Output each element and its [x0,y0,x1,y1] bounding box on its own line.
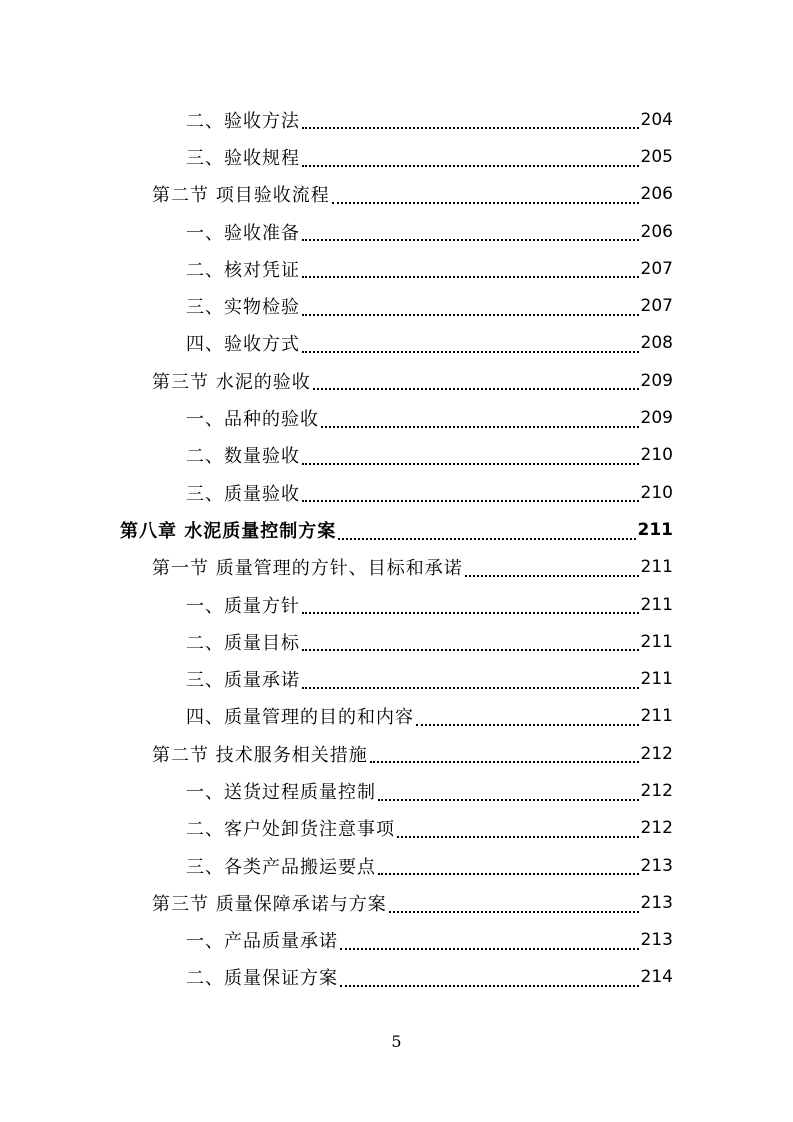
page-number: 5 [391,1032,402,1051]
toc-entry-page: 211 [640,594,673,615]
toc-entry-page: 210 [640,445,673,466]
dot-leader [338,526,635,540]
toc-entry-title: 二、客户处卸货注意事项 [186,819,395,841]
dot-leader [321,414,639,428]
toc-entry-page: 212 [640,743,673,764]
toc-entry-title: 四、验收方式 [186,334,300,356]
toc-entry-title: 第二节 技术服务相关措施 [152,744,368,766]
toc-entry-page: 211 [637,519,673,540]
toc-entry-page: 212 [640,818,673,839]
toc-entry-item[interactable] [0,474,673,511]
dot-leader [302,488,639,502]
toc-entry-title: 第八章 水泥质量控制方案 [120,520,337,542]
dot-leader [370,749,639,763]
toc-entry-title: 二、数量验收 [186,446,300,468]
toc-entry-title: 三、验收规程 [186,147,300,169]
toc-entry-page: 213 [640,930,673,951]
dot-leader [302,600,639,614]
toc-entry-page: 204 [640,109,673,130]
toc-entry-page: 209 [640,370,673,391]
toc-entry-page: 213 [640,855,673,876]
dot-leader [302,637,639,651]
toc-entry-title: 一、产品质量承诺 [186,931,338,953]
toc-entry-title: 第三节 质量保障承诺与方案 [152,893,387,915]
dot-leader [340,973,639,987]
toc-entry-item[interactable] [0,660,673,697]
dot-leader [340,936,639,950]
toc-entry-item[interactable] [0,623,673,660]
dot-leader [302,451,639,465]
dot-leader [302,264,639,278]
toc-entry-title: 一、品种的验收 [186,409,319,431]
toc-entry-title: 三、各类产品搬运要点 [186,856,376,878]
toc-entry-title: 四、质量管理的目的和内容 [186,707,414,729]
dot-leader [302,339,639,353]
dot-leader [302,227,639,241]
toc-entry-item[interactable] [0,772,673,809]
toc-entry-item[interactable] [0,325,673,362]
dot-leader [465,563,639,577]
toc-entry-section[interactable] [0,362,673,399]
toc-entry-page: 209 [640,408,673,429]
toc-entry-title: 二、质量目标 [186,632,300,654]
toc-entry-section[interactable] [0,735,673,772]
toc-entry-title: 二、核对凭证 [186,259,300,281]
toc-entry-section[interactable] [0,549,673,586]
toc-entry-section[interactable] [0,884,673,921]
toc-entry-page: 206 [640,184,673,205]
toc-entry-page: 213 [640,892,673,913]
dot-leader [397,824,639,838]
toc-entry-page: 208 [640,333,673,354]
dot-leader [378,861,639,875]
toc-entry-item[interactable] [0,437,673,474]
toc-entry-page: 211 [640,631,673,652]
toc-entry-item[interactable] [0,138,673,175]
dot-leader [302,115,639,129]
toc-entry-item[interactable] [0,101,673,138]
dot-leader [302,153,639,167]
toc-entry-item[interactable] [0,399,673,436]
toc-entry-page: 210 [640,482,673,503]
dot-leader [389,899,639,913]
toc-entry-item[interactable] [0,810,673,847]
toc-entry-page: 207 [640,258,673,279]
toc-entry-chapter[interactable] [0,511,673,548]
toc-entry-section[interactable] [0,176,673,213]
dot-leader [332,190,639,204]
toc-entry-title: 三、实物检验 [186,297,300,319]
toc-entry-item[interactable] [0,847,673,884]
toc-entry-title: 第一节 质量管理的方针、目标和承诺 [152,558,463,580]
toc-entry-title: 第二节 项目验收流程 [152,185,330,207]
toc-entry-item[interactable] [0,698,673,735]
toc-entry-page: 211 [640,669,673,690]
toc-entry-page: 211 [640,706,673,727]
dot-leader [378,787,639,801]
dot-leader [302,675,639,689]
toc-entry-title: 第三节 水泥的验收 [152,371,311,393]
toc-entry-item[interactable] [0,287,673,324]
toc-entry-item[interactable] [0,586,673,623]
toc-entry-page: 212 [640,780,673,801]
toc-entry-item[interactable] [0,922,673,959]
toc-entry-title: 三、质量承诺 [186,670,300,692]
toc-entry-title: 二、质量保证方案 [186,968,338,990]
toc-entry-page: 206 [640,221,673,242]
toc-entry-title: 一、质量方针 [186,595,300,617]
toc-entry-item[interactable] [0,250,673,287]
dot-leader [302,302,639,316]
toc-entry-page: 205 [640,146,673,167]
toc-entry-title: 三、质量验收 [186,483,300,505]
toc-entry-page: 211 [640,557,673,578]
toc-entry-title: 一、验收准备 [186,222,300,244]
toc-entry-item[interactable] [0,959,673,996]
toc-entry-title: 二、验收方法 [186,110,300,132]
dot-leader [416,712,639,726]
toc-entry-page: 214 [640,967,673,988]
toc-entry-page: 207 [640,296,673,317]
table-of-contents [0,101,793,996]
toc-entry-item[interactable] [0,213,673,250]
toc-entry-title: 一、送货过程质量控制 [186,781,376,803]
dot-leader [313,376,639,390]
